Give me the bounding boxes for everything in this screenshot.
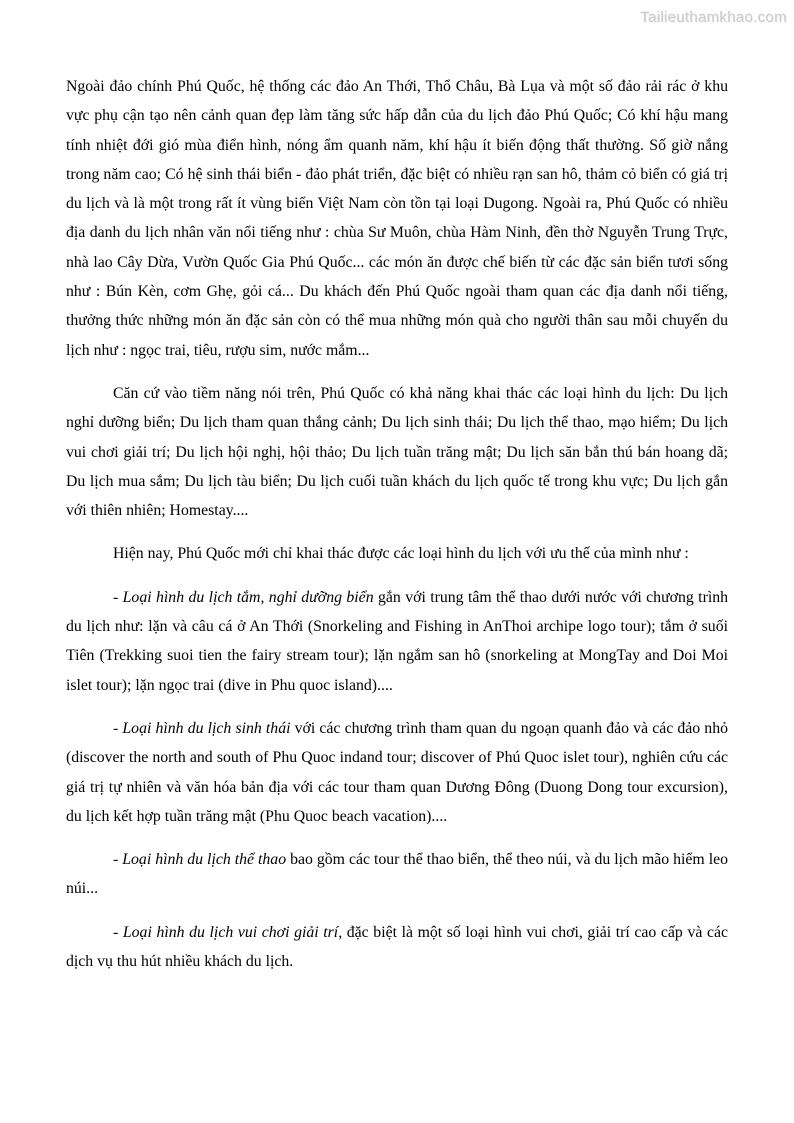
paragraph-sport-tourism (66, 845, 728, 904)
paragraph-text: Ngoài đảo chính Phú Quốc, hệ thống các đảo An Thới, Thổ Châu, Bà Lụa và một số đảo rải rác ở khu vực phụ cận tạo nên cảnh quan đẹp làm tăng sức hấp dẫn của du lịch đảo Phú Quốc; Có khí hậu mang tính nhiệt đới gió mùa điển hình, nóng ẩm quanh năm, khí hậu ít biến động thất thường. Số giờ nắng trong năm cao; Có hệ sinh thái biển - đảo phát triển, đặc biệt có nhiều rạn san hô, thảm cỏ biển có giá trị du lịch và là một trong rất ít vùng biển Việt Nam còn tồn tại loại Dugong. Ngoài ra, Phú Quốc có nhiều địa danh du lịch nhân văn nổi tiếng như : chùa Sư Muôn, chùa Hàm Ninh, đền thờ Nguyễn Trung Trực, nhà lao Cây Dừa, Vườn Quốc Gia Phú Quốc... các món ăn được chế biến từ các đặc sản biển tươi sống như : Bún Kèn, cơm Ghẹ, gỏi cá... Du khách đến Phú Quốc ngoài tham quan các địa danh nổi tiếng, thưởng thức những món ăn đặc sản còn có thể mua những món quà cho người thân sau mỗi chuyến du lịch như : ngọc trai, tiêu, rượu sim, nước mắm... (66, 78, 728, 359)
paragraph-lead-italic: - Loại hình du lịch sinh thái (113, 719, 291, 737)
document-body (66, 72, 728, 990)
paragraph-text: đặc biệt là một số loại hình vui chơi, giải trí cao cấp và các dịch vụ thu hút nhiều khách du lịch. (66, 923, 728, 971)
paragraph-overview (66, 72, 728, 365)
paragraph-text: bao gồm các tour thể thao biển, thể theo núi, và du lịch mão hiểm leo núi... (66, 851, 728, 898)
paragraph-lead-italic: - Loại hình du lịch vui chơi giải trí, (113, 923, 343, 941)
watermark: Tailieuthamkhao.com (640, 9, 787, 26)
paragraph-lead-italic: - Loại hình du lịch thể thao (113, 851, 287, 869)
paragraph-tourism-types (66, 379, 728, 525)
paragraph-entertainment-tourism (66, 918, 728, 977)
paragraph-text: gắn với trung tâm thể thao dưới nước với chương trình du lịch như: lặn và câu cá ở An Thới (Snorkeling and Fishing in AnThoi archipe logo tour); tắm ở suối Tiên (Trekking suoi tien the fairy stream tour); lặn ngắm san hô (snorkeling at MongTay and Doi Moi islet tour); lặn ngọc trai (dive in Phu quoc island).... (66, 588, 729, 694)
paragraph-text: với các chương trình tham quan du ngoạn quanh đảo và các đảo nhỏ (discover the north and south of Phu Quoc indand tour; discover of Phú Quoc islet tour), nghiên cứu các giá trị tự nhiên và văn hóa bản địa với các tour tham quan Dương Đông (Duong Dong tour excursion), du lịch kết hợp tuần trăng mật (Phu Quoc beach vacation).... (66, 719, 729, 825)
paragraph-text: Căn cứ vào tiềm năng nói trên, Phú Quốc có khả năng khai thác các loại hình du lịch: Du lịch nghỉ dưỡng biển; Du lịch tham quan thắng cảnh; Du lịch sinh thái; Du lịch thể thao, mạo hiểm; Du lịch vui chơi giải trí; Du lịch hội nghị, hội thảo; Du lịch tuần trăng mật; Du lịch săn bắn thú bán hoang dã; Du lịch mua sắm; Du lịch tàu biển; Du lịch cuối tuần khách du lịch quốc tế trong khu vực; Du lịch gắn với thiên nhiên; Homestay.... (66, 384, 728, 520)
paragraph-text: Hiện nay, Phú Quốc mới chỉ khai thác được các loại hình du lịch với ưu thế của mình như : (113, 545, 689, 563)
paragraph-lead-italic: - Loại hình du lịch tắm, nghỉ dưỡng biển (113, 588, 374, 606)
paragraph-beach-resort-tourism (66, 583, 728, 700)
paragraph-eco-tourism (66, 714, 728, 831)
paragraph-current-exploitation (66, 539, 728, 568)
